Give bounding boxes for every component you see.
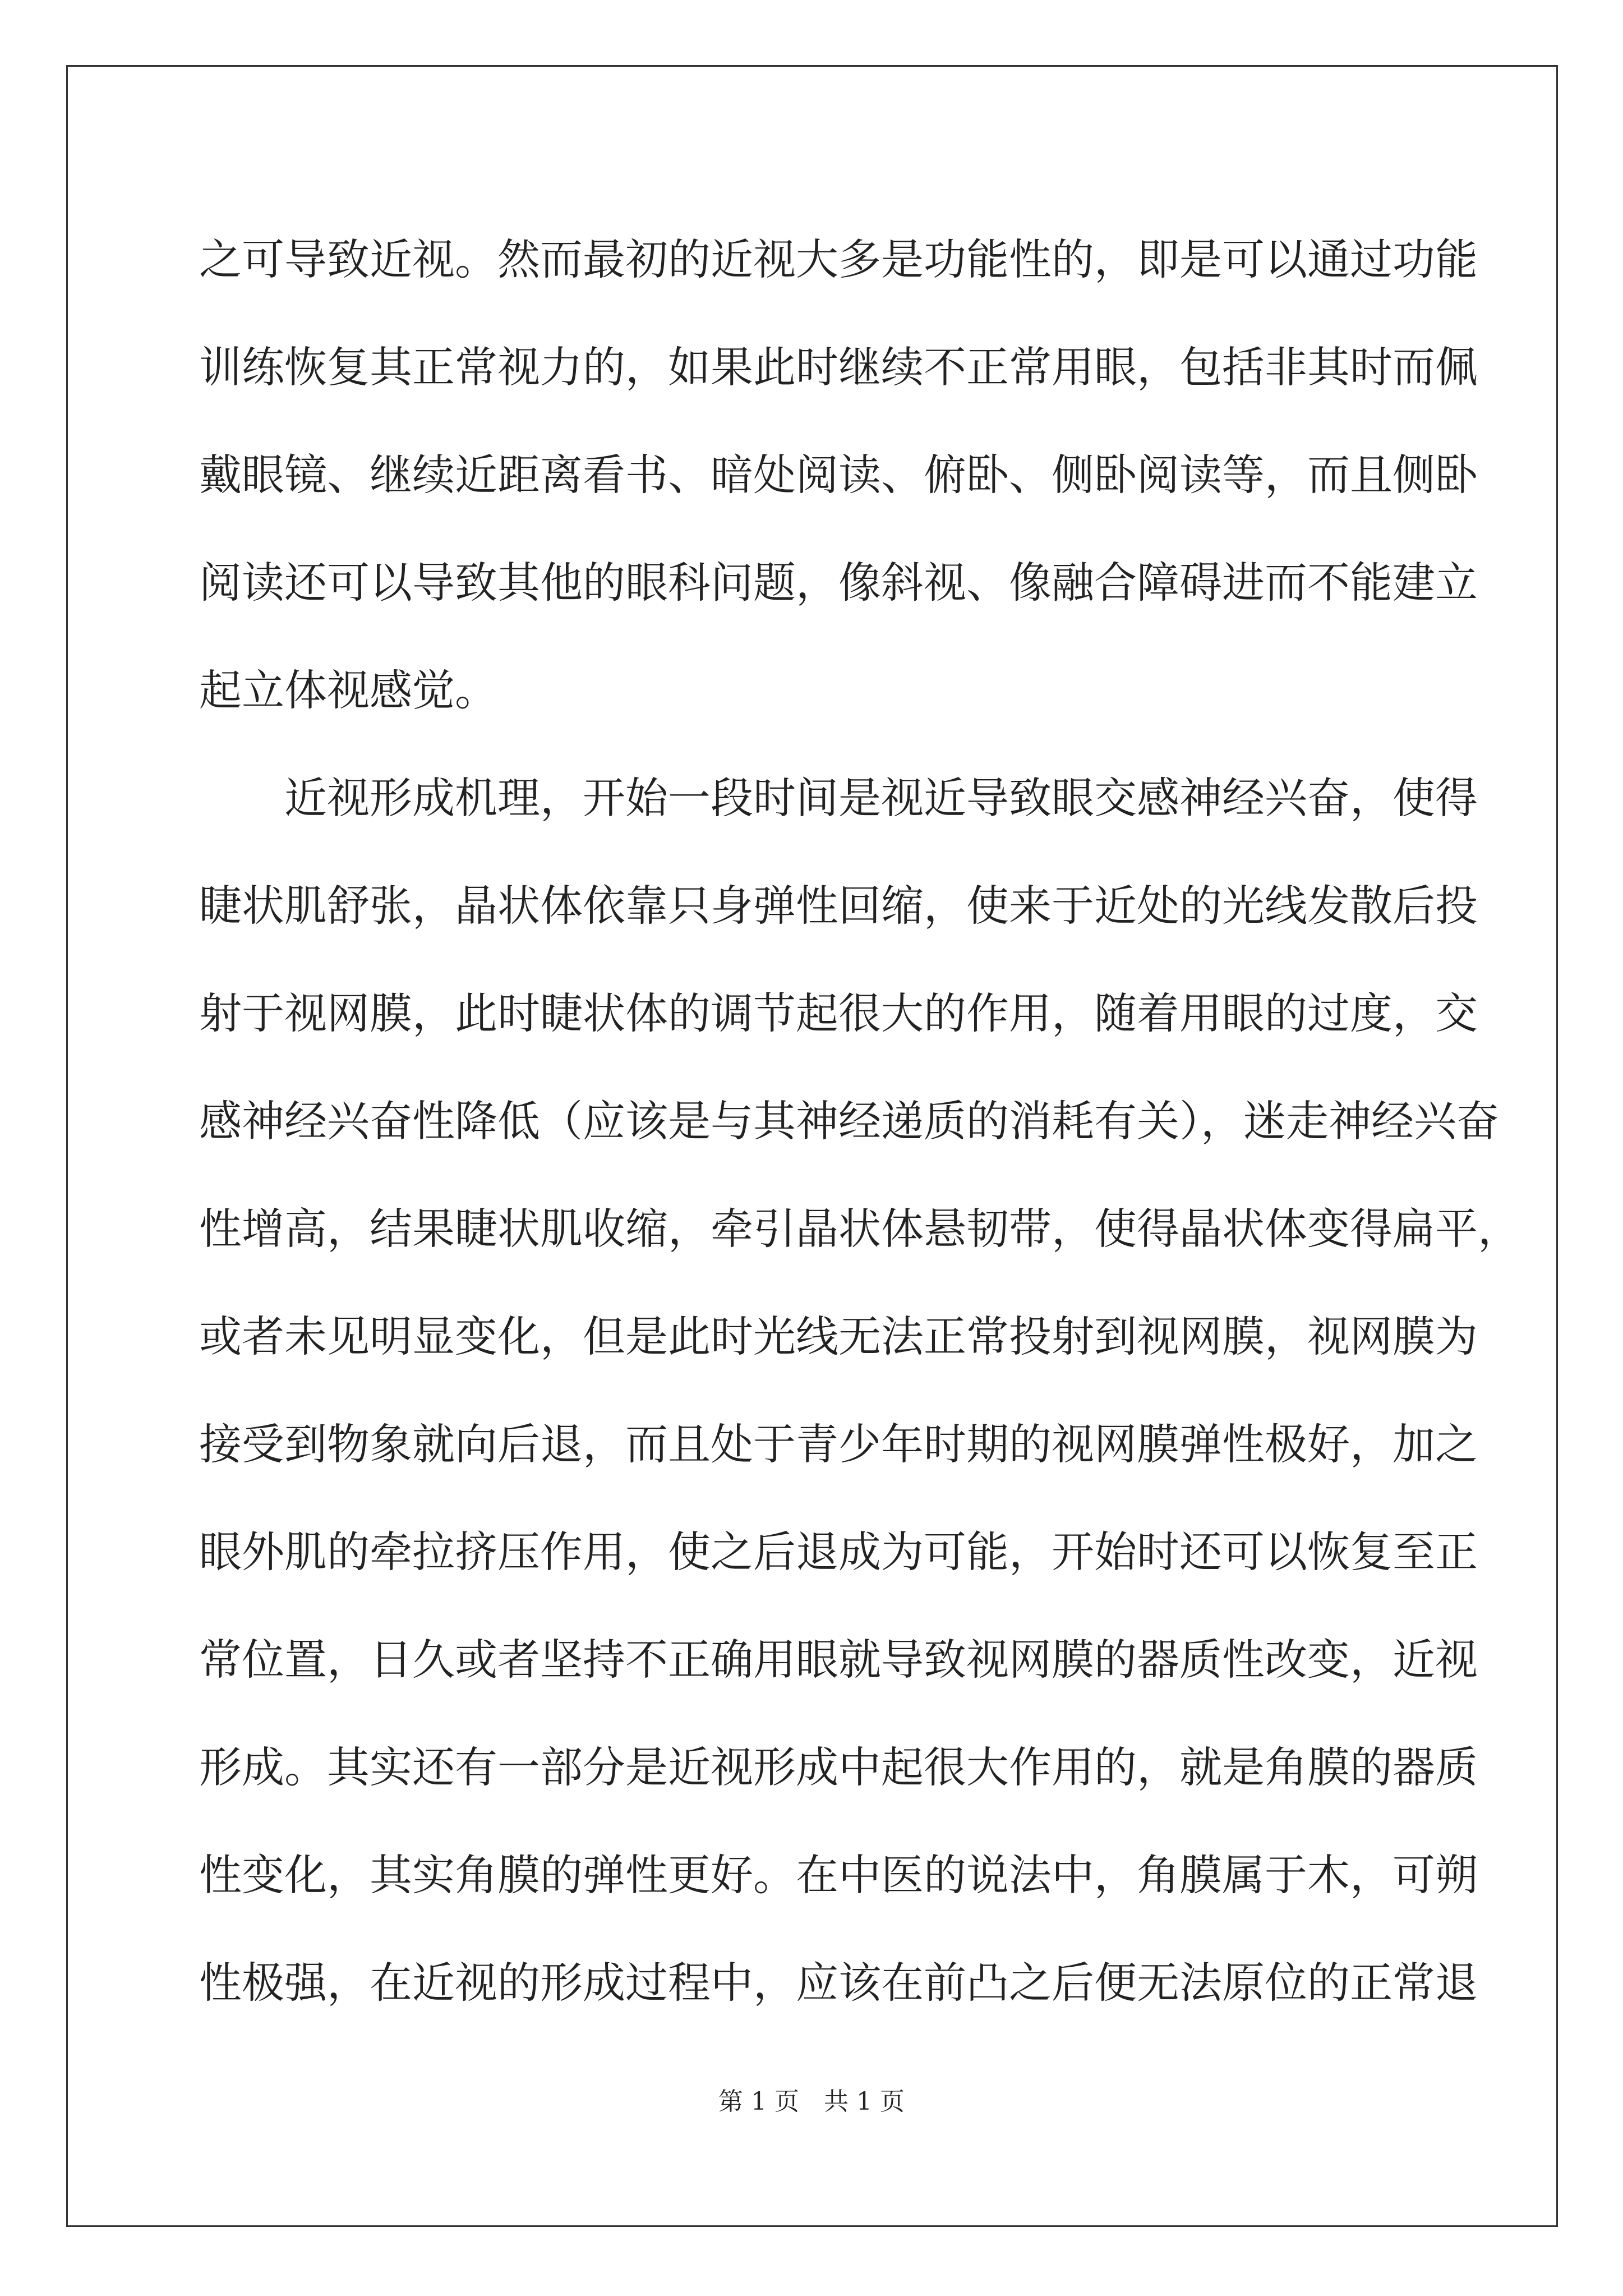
text-line: 性变化，其实角膜的弹性更好。在中医的说法中，角膜属于木，可朔: [199, 1850, 1478, 1900]
document-body: [199, 206, 1520, 2037]
text-line: 或者未见明显变化，但是此时光线无法正常投射到视网膜，视网膜为: [199, 1312, 1478, 1361]
text-line: 形成。其实还有一部分是近视形成中起很大作用的，就是角膜的器质: [199, 1742, 1478, 1792]
text-line: 近视形成机理，开始一段时间是视近导致眼交感神经兴奋，使得: [199, 773, 1478, 823]
page-footer: 第 1 页 共 1 页: [718, 2087, 905, 2116]
text-line: 性极强，在近视的形成过程中，应该在前凸之后便无法原位的正常退: [199, 1958, 1478, 2008]
text-line: 常位置，日久或者坚持不正确用眼就导致视网膜的器质性改变，近视: [199, 1635, 1478, 1685]
text-line: 性增高，结果睫状肌收缩，牵引晶状体悬韧带，使得晶状体变得扁平，: [199, 1204, 1520, 1254]
text-line: 睫状肌舒张，晶状体依靠只身弹性回缩，使来于近处的光线发散后投: [199, 881, 1478, 931]
text-line: 射于视网膜，此时睫状体的调节起很大的作用，随着用眼的过度，交: [199, 988, 1478, 1038]
text-line: 之可导致近视。然而最初的近视大多是功能性的，即是可以通过功能: [199, 234, 1478, 284]
text-line: 起立体视感觉。: [199, 665, 497, 715]
text-line: 阅读还可以导致其他的眼科问题，像斜视、像融合障碍进而不能建立: [199, 558, 1478, 608]
text-line: 戴眼镜、继续近距离看书、暗处阅读、俯卧、侧卧阅读等，而且侧卧: [199, 450, 1478, 500]
text-line: 接受到物象就向后退，而且处于青少年时期的视网膜弹性极好，加之: [199, 1419, 1478, 1469]
text-line: 训练恢复其正常视力的，如果此时继续不正常用眼，包括非其时而佩: [199, 342, 1478, 392]
text-line: 眼外肌的牵拉挤压作用，使之后退成为可能，开始时还可以恢复至正: [199, 1527, 1478, 1577]
text-line: 感神经兴奋性降低（应该是与其神经递质的消耗有关），迷走神经兴奋: [199, 1096, 1499, 1146]
